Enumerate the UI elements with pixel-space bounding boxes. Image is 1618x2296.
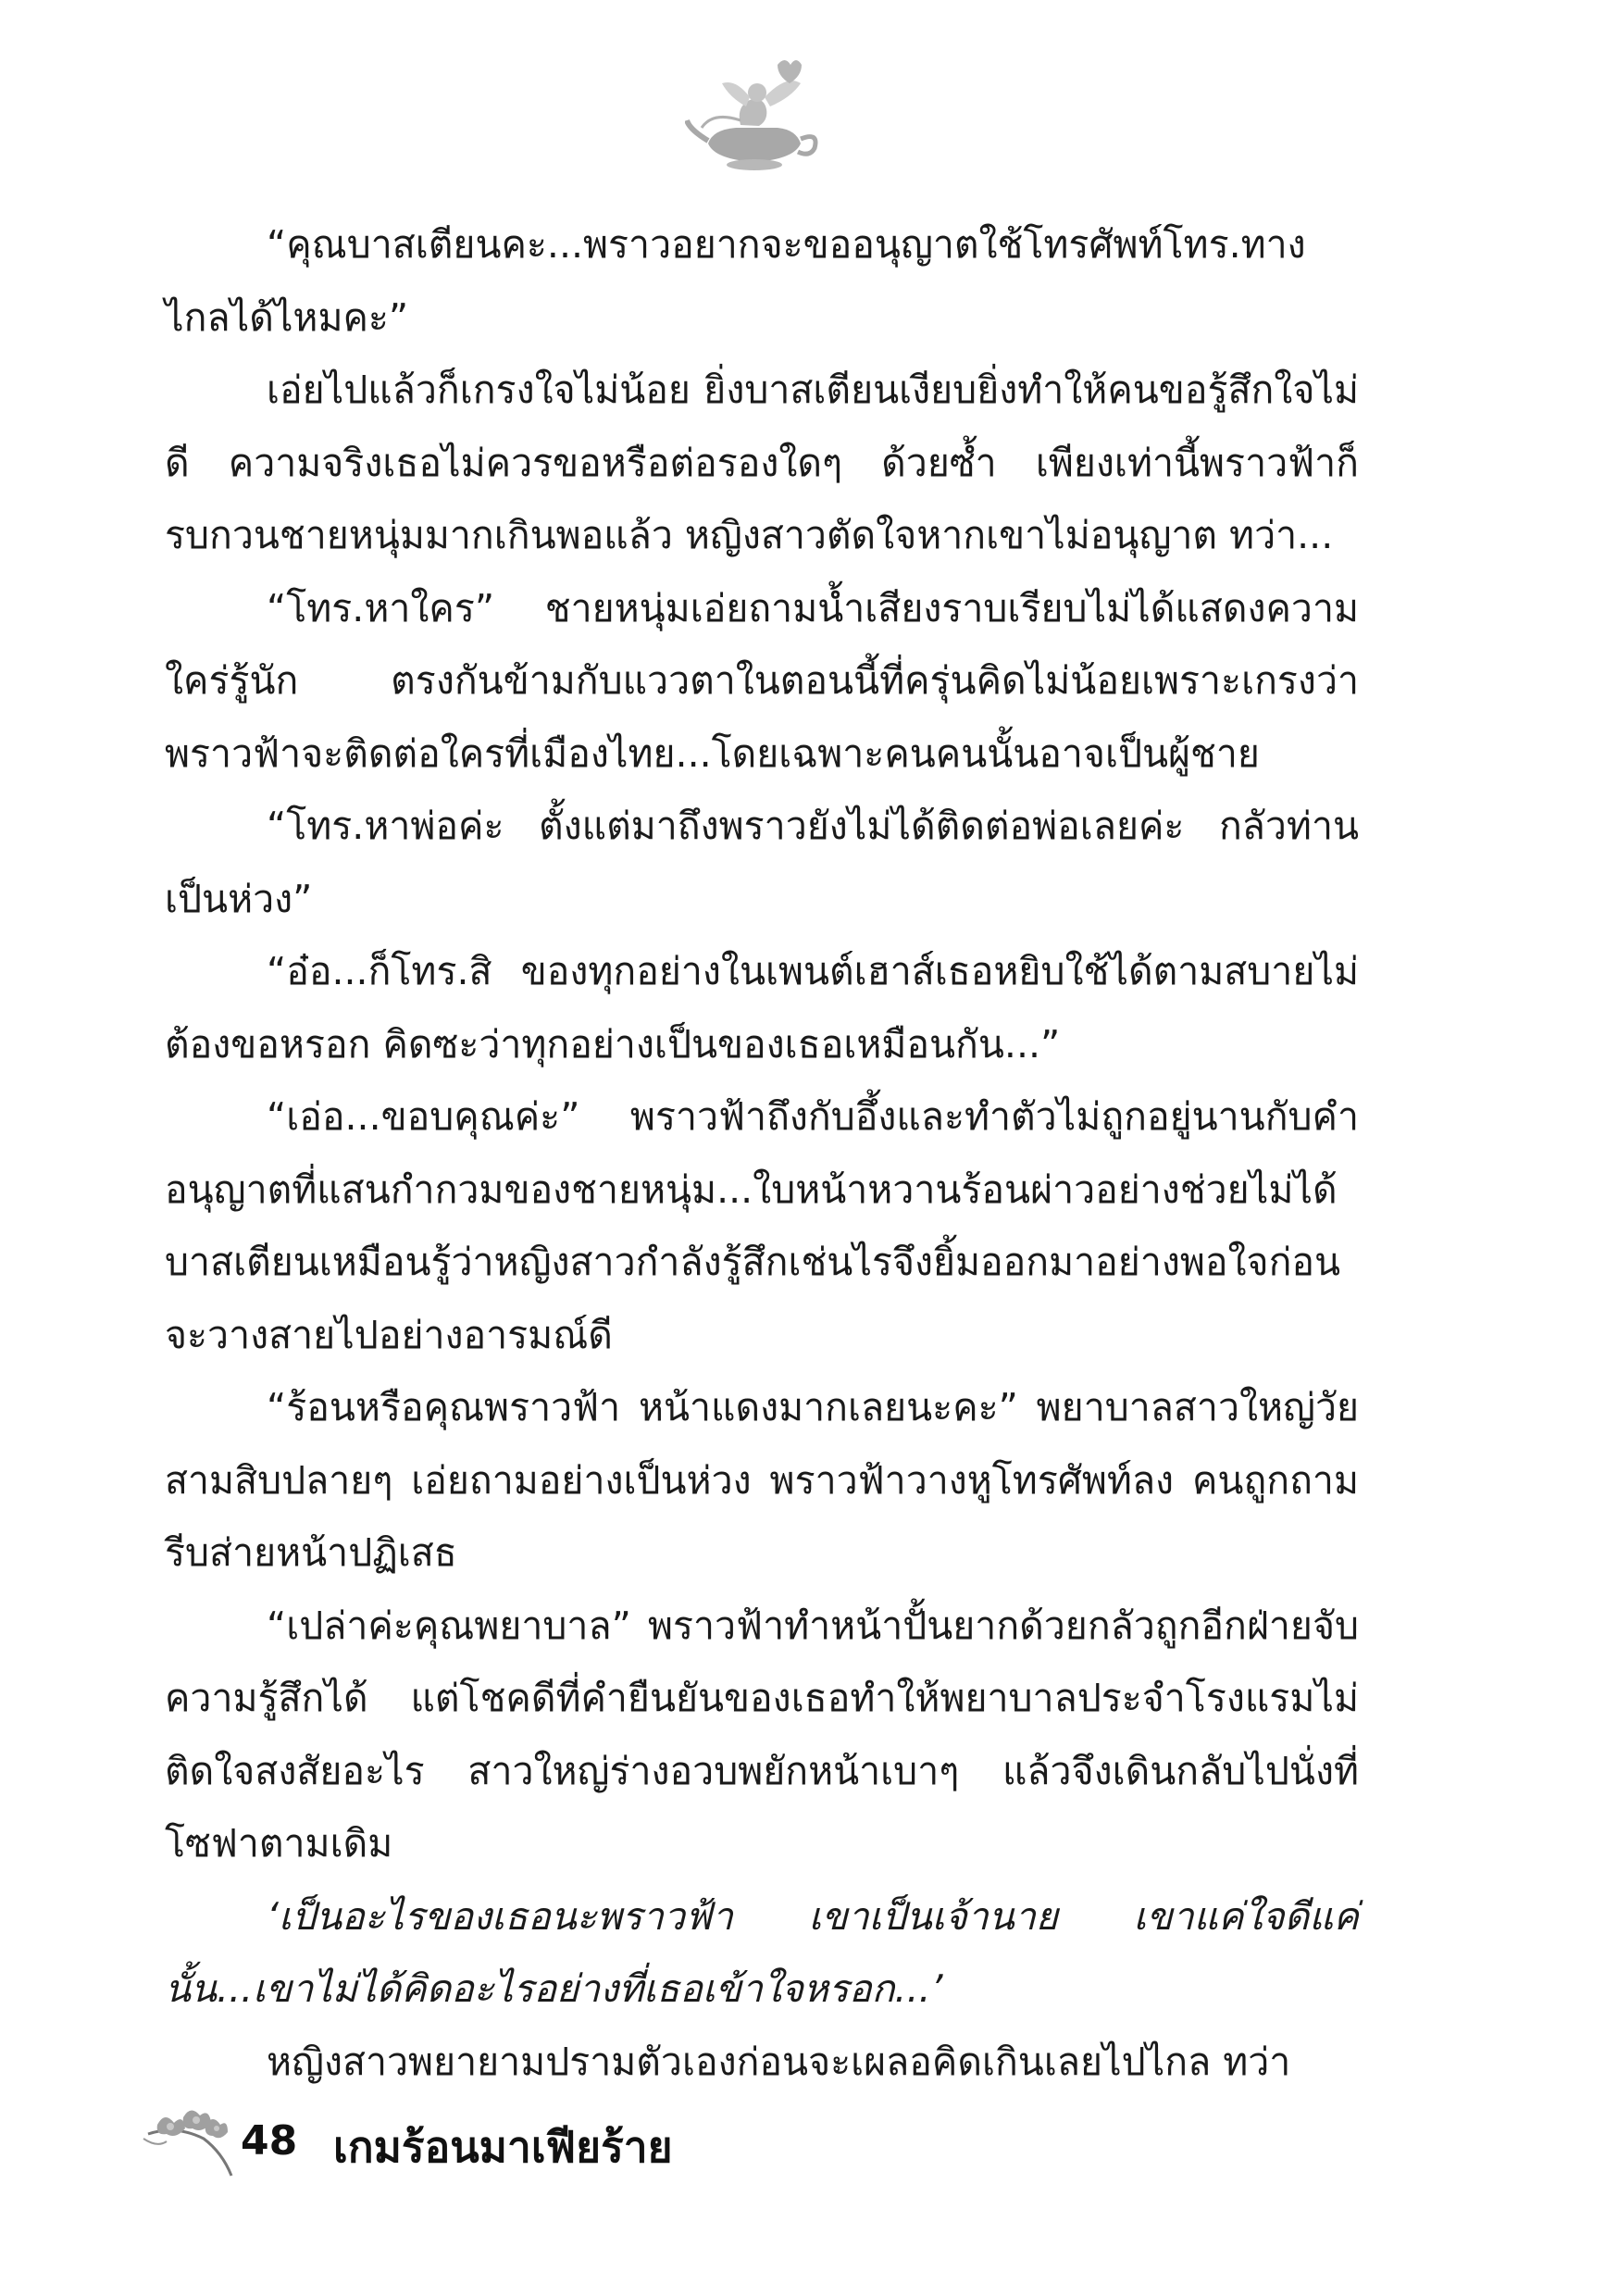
- book-title: เกมร้อนมาเฟียร้าย: [333, 2122, 673, 2172]
- orchid-flower-icon: [139, 2097, 241, 2180]
- paragraph: หญิงสาวพยายามปรามตัวเองก่อนจะเผลอคิดเกินเลยไปไกล ทว่า: [267, 2039, 1291, 2084]
- paragraph: “อ๋อ...ก็โทร.สิ ของทุกอย่างในเพนต์เฮาส์เธอหยิบใช้ได้ตามสบายไม่ต้องขอหรอก คิดซะว่าทุกอย่างเป็นของเธอเหมือนกัน...”: [165, 949, 1359, 1067]
- story-text: [165, 208, 1359, 2098]
- page-number: 48: [241, 2117, 298, 2165]
- page-footer: [139, 2097, 972, 2180]
- inner-thought-paragraph: ‘เป็นอะไรของเธอนะพราวฟ้า เขาเป็นเจ้านาย เขาแค่ใจดีแค่นั้น...เขาไม่ได้คิดอะไรอย่างที่เธอเข้าใจหรอก...’: [165, 1893, 1359, 2011]
- paragraph: “เปล่าค่ะคุณพยาบาล” พราวฟ้าทำหน้าปั้นยากด้วยกลัวถูกอีกฝ่ายจับความรู้สึกได้ แต่โชคดีที่คำยืนยันของเธอทำให้พยาบาลประจำโรงแรมไม่ติดใจสงสัยอะไร สาวใหญ่ร่างอวบพยักหน้าเบาๆ แล้วจึงเดินกลับไปนั่งที่โซฟาตามเดิม: [165, 1603, 1359, 1866]
- paragraph: “โทร.หาใคร” ชายหนุ่มเอ่ยถามน้ำเสียงราบเรียบไม่ได้แสดงความใคร่รู้นัก ตรงกันข้ามกับแววตาในตอนนี้ที่ครุ่นคิดไม่น้อยเพราะเกรงว่าพราวฟ้าจะติดต่อใครที่เมืองไทย...โดยเฉพาะคนคนนั้นอาจเป็นผู้ชาย: [165, 585, 1359, 776]
- cupid-teapot-icon: [685, 56, 824, 176]
- paragraph: “เอ่อ...ขอบคุณค่ะ” พราวฟ้าถึงกับอึ้งและทำตัวไม่ถูกอยู่นานกับคำอนุญาตที่แสนกำกวมของชายหนุ่ม...ใบหน้าหวานร้อนผ่าวอย่างช่วยไม่ได้ บาสเตียนเหมือนรู้ว่าหญิงสาวกำลังรู้สึกเช่นไรจึงยิ้มออกมาอย่างพอใจก่อนจะวางสายไปอย่างอารมณ์ดี: [165, 1094, 1359, 1357]
- paragraph: “ร้อนหรือคุณพราวฟ้า หน้าแดงมากเลยนะคะ” พยาบาลสาวใหญ่วัยสามสิบปลายๆ เอ่ยถามอย่างเป็นห่วง พราวฟ้าวางหูโทรศัพท์ลง คนถูกถามรีบส่ายหน้าปฏิเสธ: [165, 1385, 1359, 1575]
- paragraph: “โทร.หาพ่อค่ะ ตั้งแต่มาถึงพราวยังไม่ได้ติดต่อพ่อเลยค่ะ กลัวท่านเป็นห่วง”: [165, 804, 1359, 921]
- paragraph: เอ่ยไปแล้วก็เกรงใจไม่น้อย ยิ่งบาสเตียนเงียบยิ่งทำให้คนขอรู้สึกใจไม่ดี ความจริงเธอไม่ควรขอหรือต่อรองใดๆ ด้วยซ้ำ เพียงเท่านี้พราวฟ้าก็รบกวนชายหนุ่มมากเกินพอแล้ว หญิงสาวตัดใจหากเขาไม่อนุญาต ทว่า...: [165, 368, 1359, 557]
- paragraph: “คุณบาสเตียนคะ...พราวอยากจะขออนุญาตใช้โทรศัพท์โทร.ทางไกลได้ไหมคะ”: [165, 222, 1306, 340]
